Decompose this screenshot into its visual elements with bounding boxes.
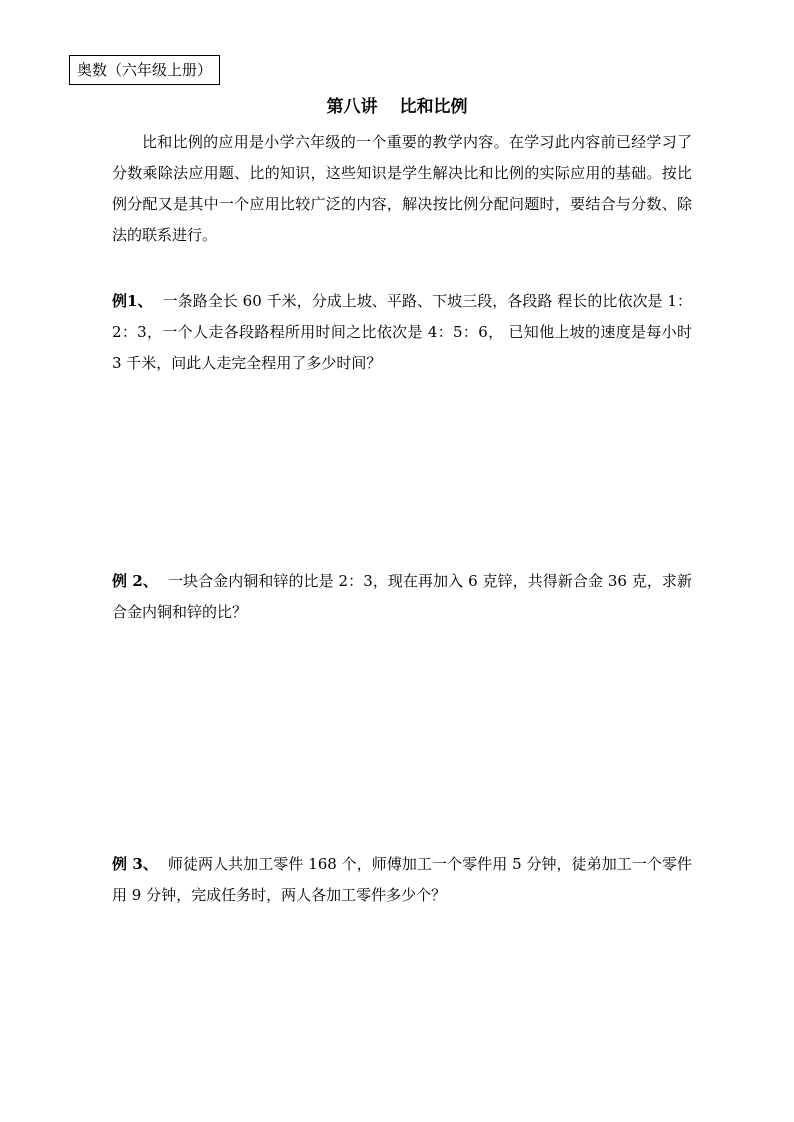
- example-2: [112, 566, 692, 628]
- page-title: [0, 95, 794, 119]
- example-3: [112, 849, 692, 911]
- lecture-number: 第八讲: [326, 97, 378, 117]
- example-1-label: 例1、: [112, 292, 153, 310]
- example-2-text: 一块合金内铜和锌的比是 2：3，现在再加入 6 克锌，共得新合金 36 克，求新合金内铜和锌的比？: [112, 572, 692, 621]
- example-3-text: 师徒两人共加工零件 168 个，师傅加工一个零件用 5 分钟，徒弟加工一个零件用 9 分钟，完成任务时，两人各加工零件多少个？: [112, 855, 692, 904]
- grade-tag-box: [69, 55, 220, 85]
- example-1-text: 一条路全长 60 千米，分成上坡、平路、下坡三段，各段路 程长的比依次是 1：2：3，一个人走各段路程所用时间之比依次是 4：5：6， 已知他上坡的速度是每小时 3 千米，问此人走完全程用了多少时间？: [112, 292, 693, 372]
- example-1: [112, 286, 692, 379]
- lecture-topic: 比和比例: [399, 97, 468, 117]
- intro-paragraph: 比和比例的应用是小学六年级的一个重要的教学内容。在学习此内容前已经学习了分数乘除法应用题、比的知识，这些知识是学生解决比和比例的实际应用的基础。按比例分配又是其中一个应用比较广泛的内容，解决按比例分配问题时，要结合与分数、除法的联系进行。: [112, 133, 692, 244]
- example-2-label: 例 2、: [112, 572, 158, 590]
- example-3-label: 例 3、: [112, 855, 158, 873]
- grade-tag-text: 奥数（六年级上册）: [77, 61, 213, 79]
